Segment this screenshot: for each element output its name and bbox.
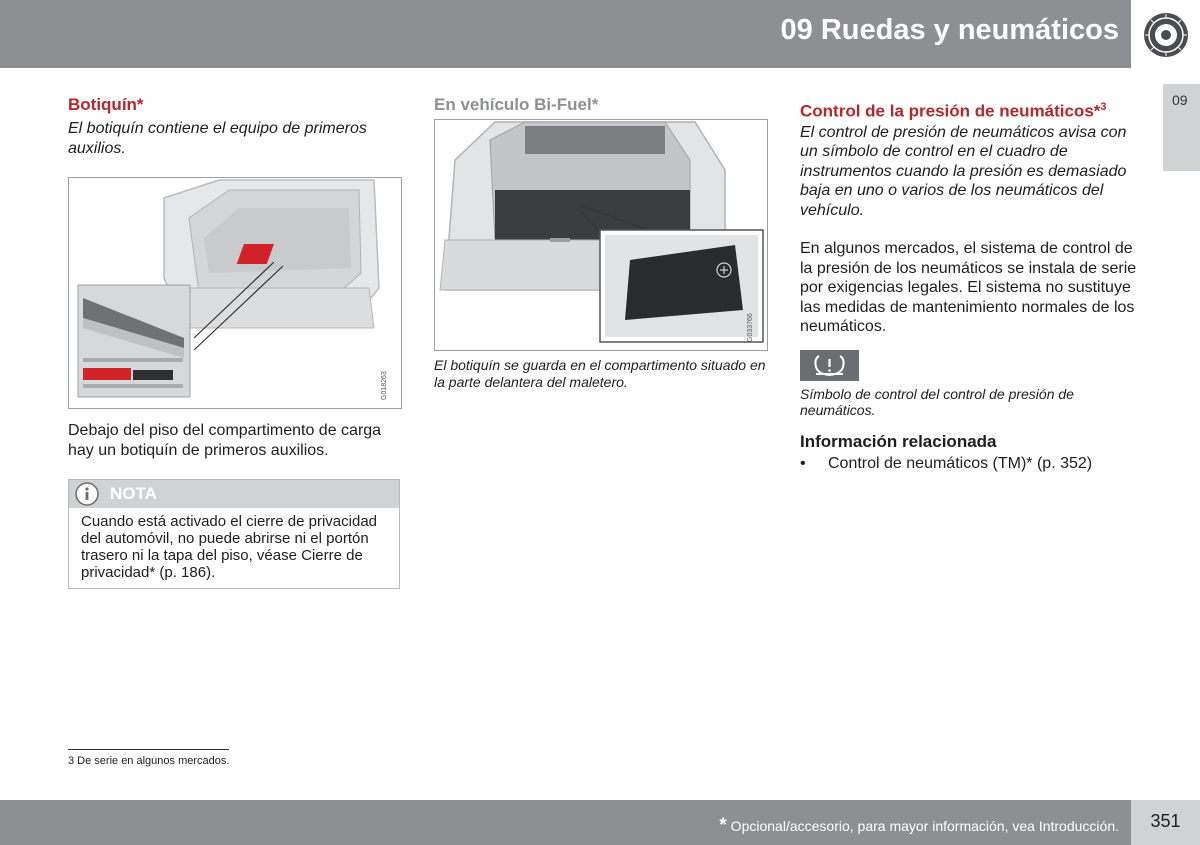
first-aid-figure-code: G018263 <box>381 371 388 400</box>
note-body: Cuando está activado el cierre de privacidad del automóvil, no puede abrirse ni el portón trasero ni la tapa del piso, véase Cierre de privacidad* (p. 186). <box>81 513 378 581</box>
related-info-heading: Información relacionada <box>800 431 997 451</box>
tpms-symbol-box <box>800 350 859 381</box>
footer-note-text: Opcional/accesorio, para mayor información, vea Introducción. <box>726 818 1119 834</box>
bifuel-trunk-illustration <box>435 120 768 351</box>
tpms-section <box>800 94 1142 474</box>
first-aid-figure <box>68 177 402 409</box>
chapter-side-tab-label: 09 <box>1172 92 1188 108</box>
first-aid-section <box>68 94 400 589</box>
tire-icon <box>1143 12 1189 58</box>
bifuel-figure-code: G033766 <box>747 313 754 342</box>
chapter-title: 09 Ruedas y neumáticos <box>780 14 1119 46</box>
note-header <box>69 480 399 508</box>
cargo-area-illustration <box>69 178 402 409</box>
tpms-body: En algunos mercados, el sistema de control de la presión de los neumáticos se instala de serie por exigencias legales. El sistema no sustituye las medidas de mantenimiento normales de los neumáticos. <box>800 240 1137 336</box>
chapter-icon-box <box>1131 0 1200 68</box>
page-number-box <box>1131 800 1200 845</box>
page-number: 351 <box>1150 811 1181 831</box>
footer-star: * <box>719 815 727 836</box>
tpms-symbol-caption: Símbolo de control del control de presión de neumáticos. <box>800 385 1074 419</box>
info-icon <box>75 482 99 506</box>
bifuel-caption: El botiquín se guarda en el compartimento situado en la parte delantera del maletero. <box>434 357 766 390</box>
tire-pressure-warning-icon <box>800 350 859 381</box>
first-aid-body: Debajo del piso del compartimento de carga hay un botiquín de primeros auxilios. <box>68 422 382 459</box>
first-aid-heading: Botiquín* <box>68 95 144 114</box>
related-info-list <box>800 454 1142 474</box>
bifuel-heading: En vehículo Bi-Fuel* <box>434 95 599 114</box>
tpms-heading-text: Control de la presión de neumáticos* <box>800 101 1101 121</box>
bifuel-section <box>434 94 768 390</box>
chapter-side-tab <box>1163 84 1200 171</box>
first-aid-intro: El botiquín contiene el equipo de primeros auxilios. <box>68 120 367 157</box>
tpms-intro: El control de presión de neumáticos avisa con un símbolo de control en el cuadro de instrumentos cuando la presión es demasiado baja en uno o varios de los neumáticos del vehículo. <box>800 123 1127 219</box>
note-box <box>68 479 400 589</box>
footer-note <box>719 815 1119 837</box>
footnote: 3 De serie en algunos mercados. <box>68 755 230 767</box>
related-info-link[interactable]: • Control de neumáticos (TM)* (p. 352) <box>800 454 1142 474</box>
note-title: NOTA <box>110 484 157 503</box>
bifuel-figure <box>434 119 768 351</box>
tpms-heading <box>800 96 1142 123</box>
tpms-heading-footnote-ref: 3 <box>1100 101 1107 113</box>
footnote-rule <box>68 749 229 750</box>
